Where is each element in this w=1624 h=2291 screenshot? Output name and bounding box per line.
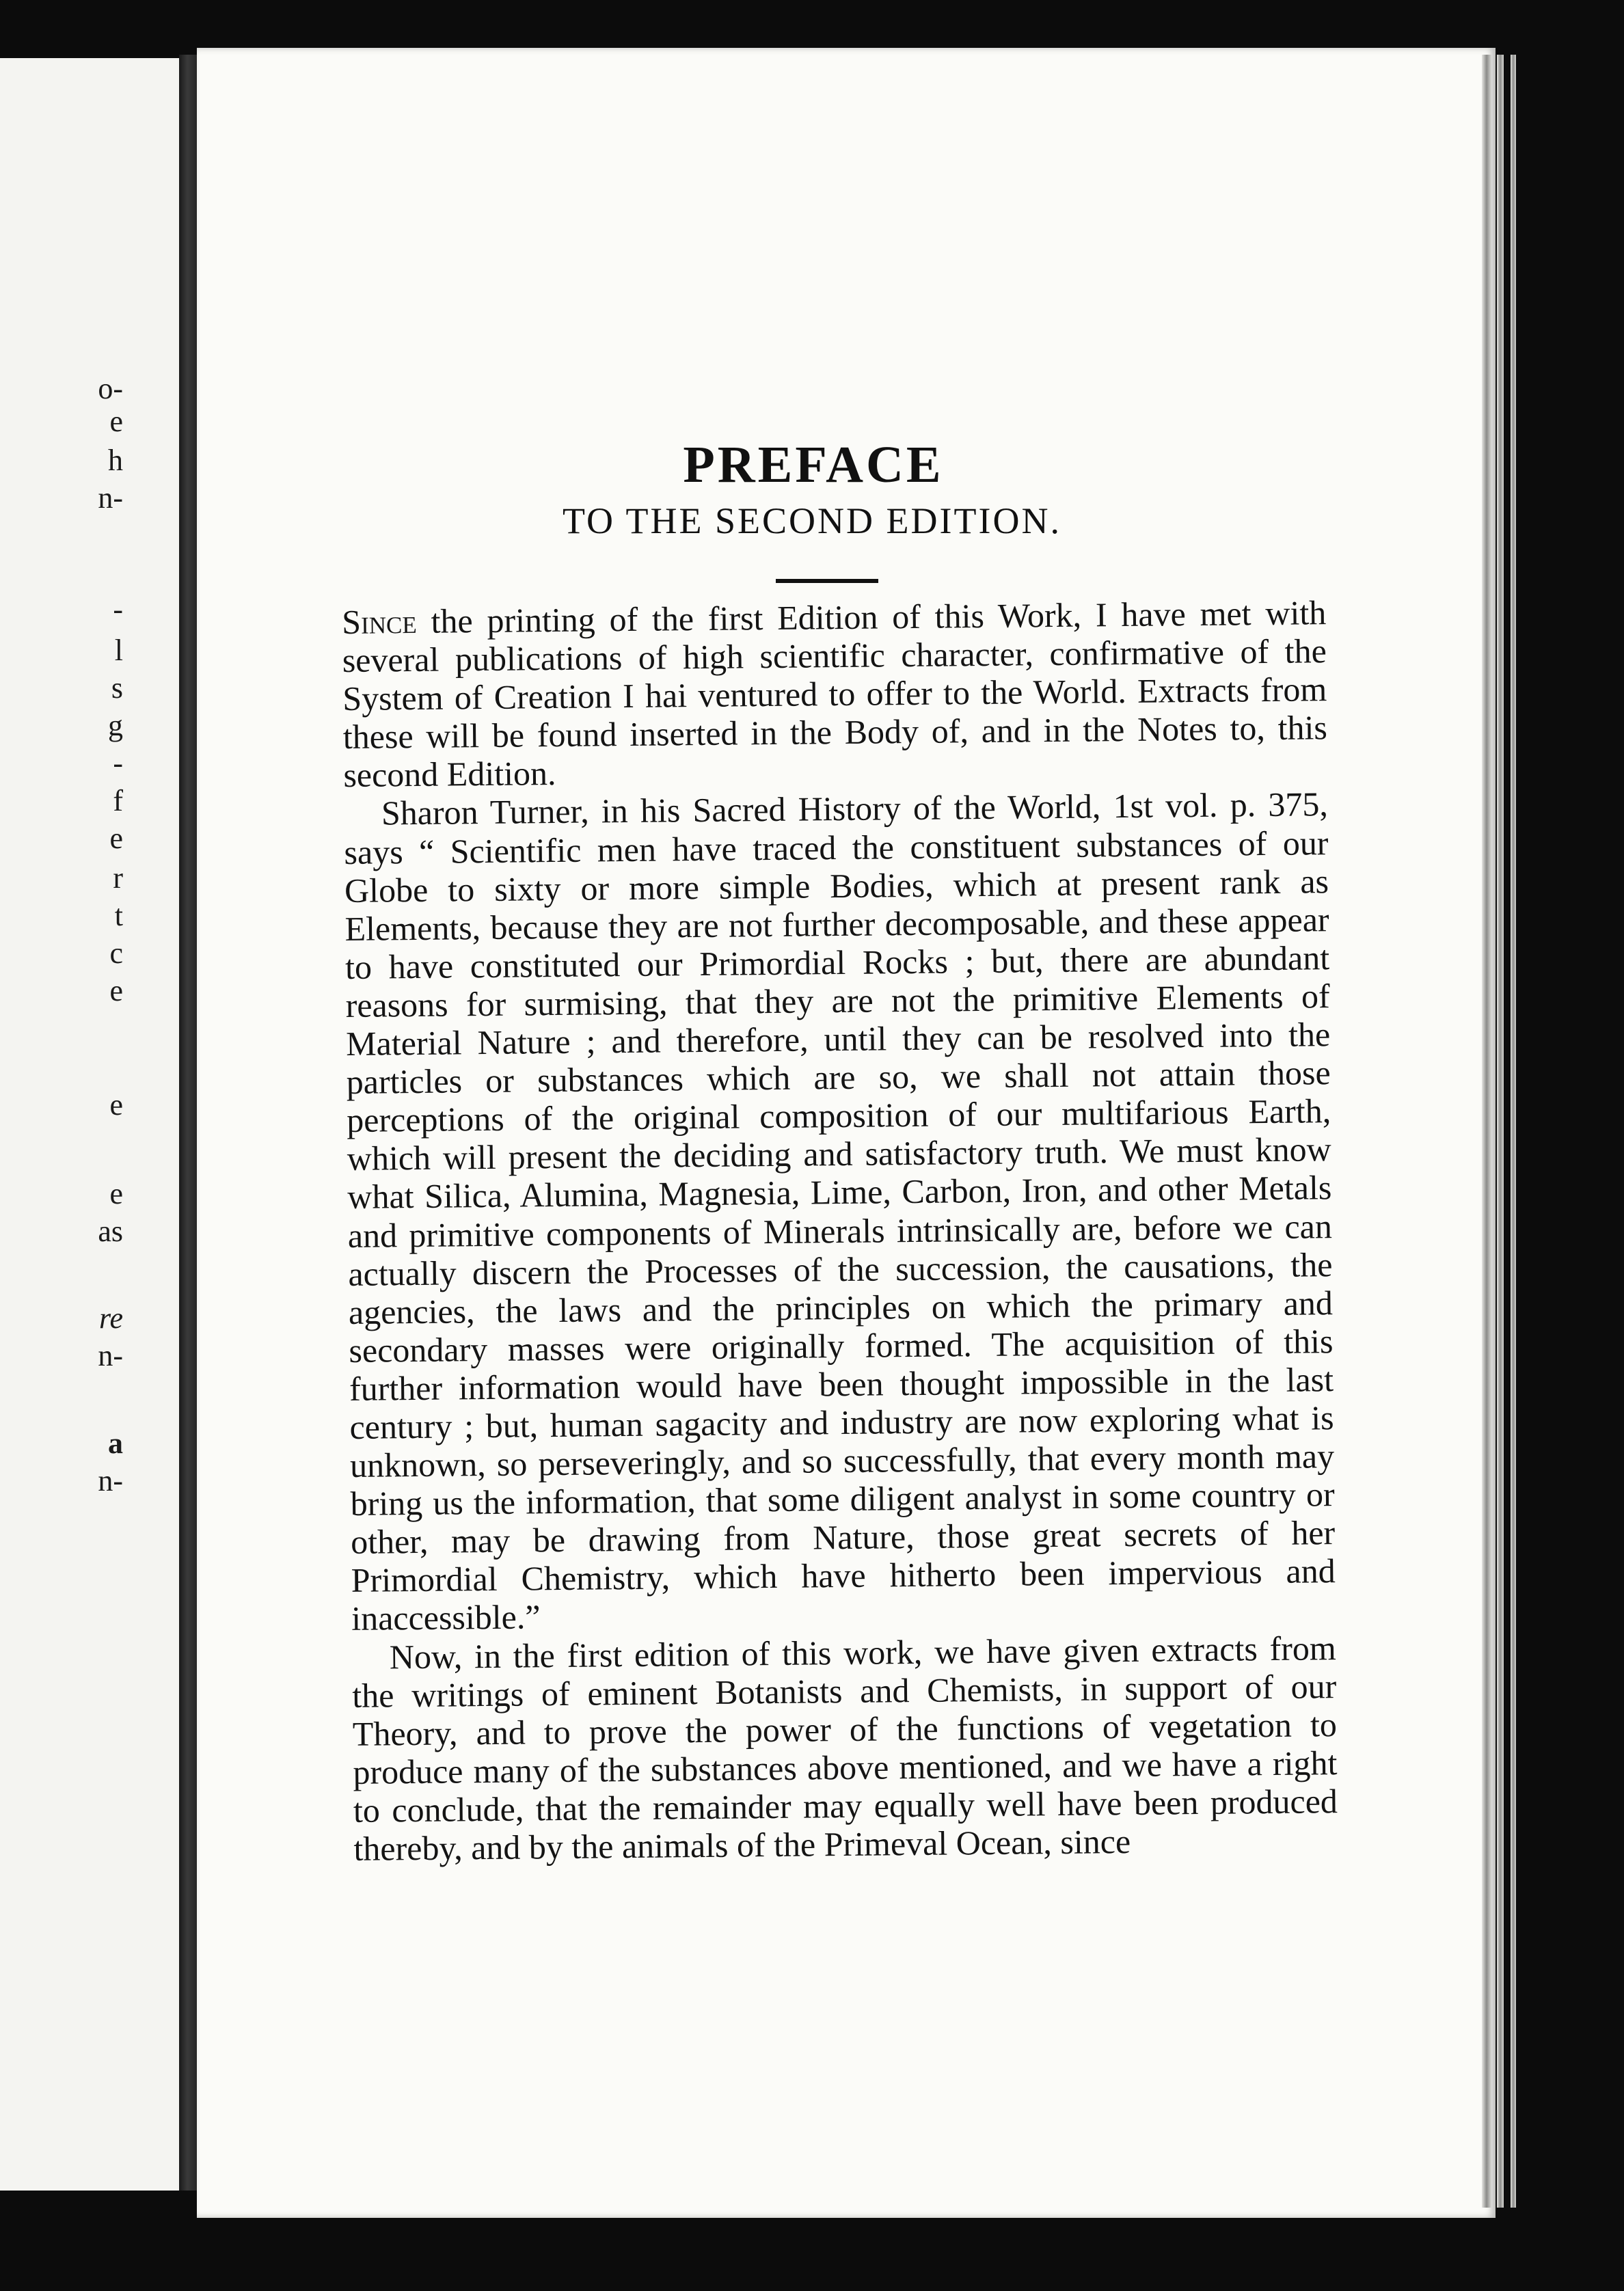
left-page-fragment: as	[98, 1215, 123, 1248]
left-page-fragment: -	[113, 593, 123, 626]
left-page-fragment: r	[113, 861, 123, 895]
left-page-fragment: e	[109, 974, 123, 1007]
paragraph: Sharon Turner, in his Sacred History of the World, 1st vol. p. 375, says “ Scientific men have traced the constituent substances of our Globe to sixty or more simple Bodies, which at present rank as Elements, because they are not further decomposable, and these appear to have constituted our Primordial Rocks ; but, there are abundant reasons for surmising, that they are not the primitive Elements of Material Nature ; and therefore, until they can be resolved into the particles or substances which are so, we shall not attain those perceptions of the original composition of our multifarious Earth, which will present the deciding and satisfactory truth. We must know what Silica, Alumina, Magnesia, Lime, Carbon, Iron, and other Metals and primitive components of Minerals intrinsically are, before we can actually discern the Processes of the succession, the causations, the agencies, the laws and the principles on which the primary and secondary masses were originally formed. The acquisition of this further information would have been thought impossible in the last century ; but, human sagacity and industry are now exploring what is unknown, so perseveringly, and so successfully, that every month may bring us the information, that some diligent analyst in some country or other, may be drawing from Nature, those great secrets of her Primordial Chemistry, which have hitherto been impervious and inaccessible.”	[344, 785, 1336, 1638]
page-subtitle: TO THE SECOND EDITION.	[563, 500, 1061, 541]
paragraph: Now, in the first edition of this work, we have given extracts from the writings of eminent Botanists and Chemists, in support of our Theory, and to prove the power of the functions of vegetation to produce many of the substances above mentioned, and we have a right to conclude, that the remainder may equally well have been produced thereby, and by the animals of the Primeval Ocean, since	[352, 1628, 1338, 1868]
paragraph-text: the printing of the first Edition of this Work, I have met with several publications of high scientific character, confirmative of the System of Creation I hai ventured to offer to the World. Extracts from these will be found inserted in the Body of, and in the Notes to, this second Edition.	[342, 593, 1328, 795]
left-page-fragment: c	[109, 936, 123, 970]
paragraph	[342, 593, 1328, 794]
left-page-fragment: t	[114, 899, 123, 932]
left-page-fragment: g	[108, 709, 123, 742]
left-page-fragment: n-	[98, 1464, 123, 1497]
left-page-fragment: a	[108, 1426, 123, 1460]
left-page-fragment: o-	[98, 372, 123, 405]
left-page-fragment: e	[109, 822, 123, 855]
left-page-fragment: f	[113, 784, 123, 817]
left-page-fragment: e	[109, 1177, 123, 1210]
left-page-fragment: e	[109, 1088, 123, 1122]
page-title: PREFACE	[683, 436, 944, 493]
left-page-fragment: s	[111, 671, 123, 705]
page-edge	[1482, 55, 1491, 2208]
title-rule	[776, 579, 878, 583]
left-page-fragment: e	[109, 405, 123, 438]
left-page	[0, 58, 182, 2191]
left-page-fragment: re	[98, 1301, 123, 1335]
paragraph-lead: Since	[342, 601, 418, 641]
left-page-fragment: -	[113, 746, 123, 780]
page-edge	[1497, 55, 1504, 2208]
left-page-fragment: l	[114, 634, 123, 667]
left-page-fragment: h	[108, 444, 123, 477]
left-page-fragment: n-	[98, 1339, 123, 1372]
left-page-fragment: n-	[98, 481, 123, 515]
preface-body	[342, 593, 1338, 1868]
page-edge	[1511, 55, 1516, 2208]
